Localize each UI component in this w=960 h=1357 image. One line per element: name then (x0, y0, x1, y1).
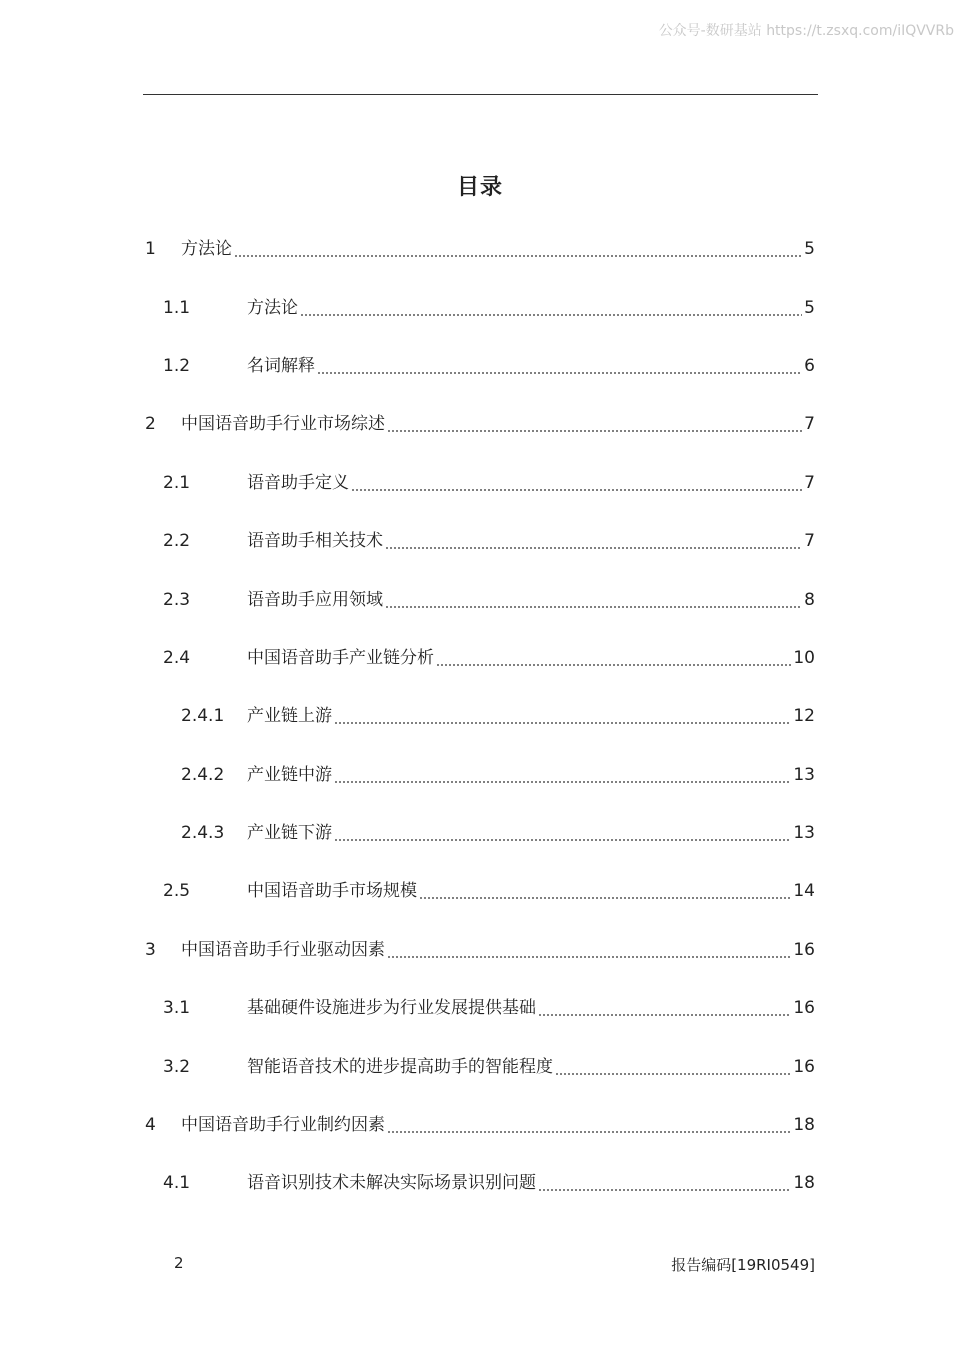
toc-dot-leader (300, 314, 802, 316)
toc-entry-number: 1 (145, 239, 156, 260)
toc-entry[interactable] (145, 395, 815, 453)
table-of-contents (145, 220, 815, 1213)
toc-dot-leader (334, 781, 791, 783)
toc-entry[interactable] (145, 979, 815, 1037)
toc-entry[interactable] (145, 862, 815, 920)
toc-entry[interactable] (145, 337, 815, 395)
toc-entry-number: 1.1 (163, 297, 191, 318)
toc-entry[interactable] (145, 220, 815, 278)
toc-entry[interactable] (145, 921, 815, 979)
toc-entry-page: 13 (793, 764, 815, 785)
toc-entry-title: 中国语音助手行业市场综述 (181, 414, 385, 435)
toc-entry-title: 语音识别技术未解决实际场景识别问题 (247, 1173, 536, 1194)
toc-entry-title: 产业链下游 (247, 823, 332, 844)
toc-dot-leader (555, 1073, 791, 1075)
footer-page-number: 2 (174, 1254, 184, 1272)
toc-entry-number: 4 (145, 1115, 156, 1136)
toc-entry-number: 2.4.2 (181, 764, 225, 785)
toc-entry-title: 名词解释 (247, 355, 315, 376)
toc-entry-title: 智能语音技术的进步提高助手的智能程度 (247, 1056, 553, 1077)
toc-dot-leader (419, 897, 791, 899)
toc-entry-page: 13 (793, 823, 815, 844)
toc-entry-page: 5 (804, 297, 815, 318)
toc-entry-number: 2.4.3 (181, 823, 225, 844)
toc-entry[interactable] (145, 512, 815, 570)
toc-dot-leader (385, 547, 802, 549)
toc-entry-page: 16 (793, 998, 815, 1019)
toc-entry-title: 基础硬件设施进步为行业发展提供基础 (247, 998, 536, 1019)
toc-entry-title: 方法论 (247, 297, 298, 318)
toc-dot-leader (538, 1189, 791, 1191)
toc-entry-title: 方法论 (181, 239, 232, 260)
toc-entry-page: 16 (793, 1056, 815, 1077)
header-rule (143, 94, 818, 95)
toc-entry-page: 18 (793, 1173, 815, 1194)
toc-entry-page: 7 (804, 531, 815, 552)
toc-dot-leader (387, 1131, 791, 1133)
toc-entry-page: 7 (804, 414, 815, 435)
toc-entry[interactable] (145, 278, 815, 336)
toc-entry[interactable] (145, 1037, 815, 1095)
toc-entry-page: 5 (804, 239, 815, 260)
toc-entry-page: 8 (804, 589, 815, 610)
toc-entry[interactable] (145, 687, 815, 745)
toc-dot-leader (351, 489, 802, 491)
toc-entry-page: 12 (793, 706, 815, 727)
toc-entry-title: 语音助手相关技术 (247, 531, 383, 552)
page-title: 目录 (456, 175, 503, 200)
toc-entry-number: 3.1 (163, 998, 191, 1019)
toc-entry-page: 7 (804, 472, 815, 493)
toc-entry[interactable] (145, 746, 815, 804)
toc-dot-leader (234, 255, 802, 257)
toc-entry[interactable] (145, 454, 815, 512)
toc-entry-page: 6 (804, 355, 815, 376)
toc-entry[interactable] (145, 804, 815, 862)
toc-entry-page: 18 (793, 1115, 815, 1136)
toc-entry-number: 2.2 (163, 531, 191, 552)
toc-dot-leader (387, 430, 802, 432)
toc-dot-leader (538, 1014, 791, 1016)
toc-entry-title: 中国语音助手行业驱动因素 (181, 939, 385, 960)
toc-entry-page: 16 (793, 939, 815, 960)
toc-entry[interactable] (145, 629, 815, 687)
toc-entry-title: 中国语音助手市场规模 (247, 881, 417, 902)
toc-entry[interactable] (145, 1154, 815, 1212)
toc-entry-number: 2.5 (163, 881, 191, 902)
toc-entry-number: 2 (145, 414, 156, 435)
toc-entry-number: 2.4.1 (181, 706, 225, 727)
toc-entry-number: 3.2 (163, 1056, 191, 1077)
toc-entry-number: 2.1 (163, 472, 191, 493)
toc-dot-leader (317, 372, 802, 374)
toc-dot-leader (436, 664, 791, 666)
watermark-text: 公众号-数研基站 https://t.zsxq.com/iIQVVRb (658, 23, 954, 39)
toc-entry-number: 4.1 (163, 1173, 191, 1194)
toc-entry-title: 中国语音助手产业链分析 (247, 647, 434, 668)
toc-dot-leader (334, 722, 791, 724)
toc-entry-title: 语音助手应用领域 (247, 589, 383, 610)
toc-entry-title: 中国语音助手行业制约因素 (181, 1115, 385, 1136)
toc-entry[interactable] (145, 1096, 815, 1154)
toc-entry-number: 2.4 (163, 647, 191, 668)
toc-entry-title: 产业链上游 (247, 706, 332, 727)
toc-entry-number: 3 (145, 939, 156, 960)
toc-dot-leader (387, 956, 791, 958)
footer-report-code: 报告编码[19RI0549] (671, 1256, 815, 1274)
toc-dot-leader (334, 839, 791, 841)
toc-entry-title: 产业链中游 (247, 764, 332, 785)
toc-dot-leader (385, 606, 802, 608)
toc-entry-page: 14 (793, 881, 815, 902)
toc-entry-title: 语音助手定义 (247, 472, 349, 493)
toc-entry-page: 10 (793, 647, 815, 668)
toc-entry-number: 2.3 (163, 589, 191, 610)
toc-entry-number: 1.2 (163, 355, 191, 376)
toc-entry[interactable] (145, 570, 815, 628)
